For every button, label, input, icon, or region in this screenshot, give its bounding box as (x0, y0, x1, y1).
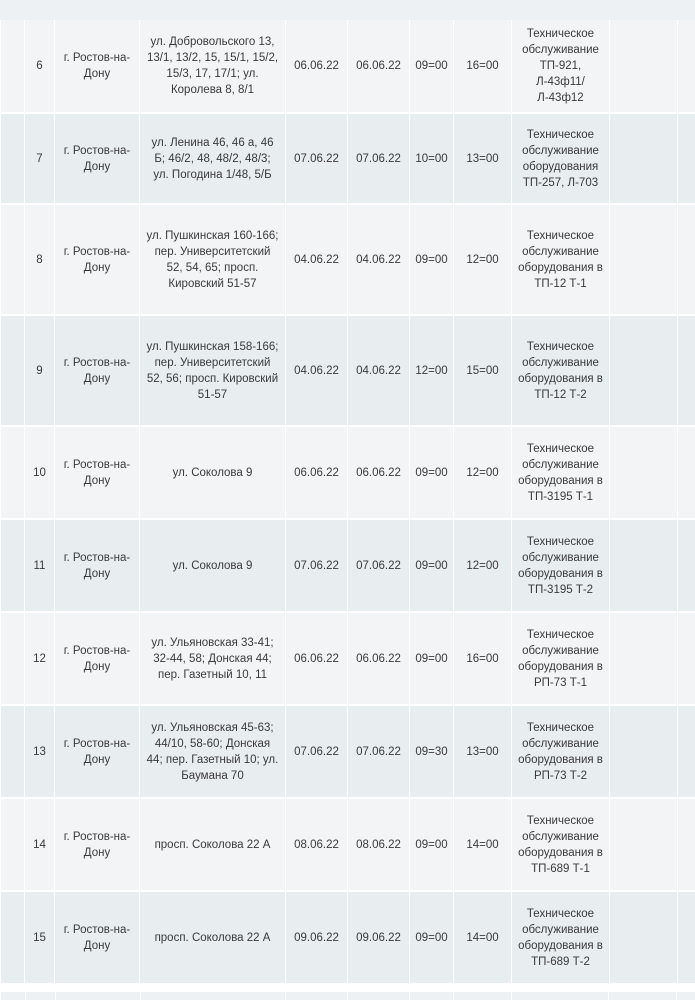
time-start-cell: 09=00 (410, 798, 454, 891)
time-start-cell: 09=30 (410, 705, 454, 798)
city-cell: г. Ростов-на-Дону (55, 891, 140, 984)
row-number: 6 (25, 20, 55, 113)
time-start-cell: 09=00 (410, 426, 454, 519)
row-number: 7 (25, 113, 55, 204)
address-cell: ул. Ленина 46, 46 а, 46 Б; 46/2, 48, 48/2, 48/3; ул. Погодина 1/48, 5/Б (140, 113, 286, 204)
empty-cell (610, 426, 678, 519)
edge-cell (1, 891, 25, 984)
date-end-cell: 06.06.22 (348, 20, 410, 113)
table-row (1, 519, 695, 612)
time-start-cell: 09=00 (410, 612, 454, 705)
date-end-cell: 06.06.22 (348, 426, 410, 519)
date-end-cell: 07.06.22 (348, 519, 410, 612)
date-end-cell: 04.06.22 (348, 315, 410, 426)
edge-cell (1, 426, 25, 519)
date-end-cell: 06.06.22 (348, 612, 410, 705)
empty-cell (610, 705, 678, 798)
edge-cell (678, 891, 695, 984)
table-row (1, 612, 695, 705)
empty-cell (610, 891, 678, 984)
address-cell: просп. Соколова 22 А (140, 798, 286, 891)
row-number: 10 (25, 426, 55, 519)
table-row (1, 315, 695, 426)
date-start-cell: 06.06.22 (286, 426, 348, 519)
address-cell: ул. Ульяновская 33-41; 32-44, 58; Донская 44; пер. Газетный 10, 11 (140, 612, 286, 705)
time-start-cell: 12=00 (410, 315, 454, 426)
date-end-cell: 08.06.22 (348, 798, 410, 891)
work-description-cell: Техническое обслуживание оборудования в ТП-689 Т-2 (512, 891, 610, 984)
time-end-cell: 14=00 (454, 798, 512, 891)
table-row (1, 20, 695, 113)
edge-cell (1, 612, 25, 705)
date-start-cell: 07.06.22 (286, 113, 348, 204)
work-description-cell: Техническое обслуживание оборудования в ТП-689 Т-1 (512, 798, 610, 891)
edge-cell (1, 705, 25, 798)
city-cell: г. Ростов-на-Дону (55, 20, 140, 113)
address-cell: просп. Соколова 22 А (140, 891, 286, 984)
work-description-cell: Техническое обслуживание оборудования ТП-257, Л-703 (512, 113, 610, 204)
time-start-cell: 09=00 (410, 204, 454, 315)
next-row-edge (0, 992, 695, 1000)
edge-cell (678, 519, 695, 612)
time-end-cell: 12=00 (454, 204, 512, 315)
address-cell: ул. Пушкинская 158-166; пер. Университетский 52, 56; просп. Кировский 51-57 (140, 315, 286, 426)
outage-schedule-table-wrap (0, 20, 695, 985)
time-end-cell: 15=00 (454, 315, 512, 426)
edge-cell (1, 519, 25, 612)
date-start-cell: 06.06.22 (286, 612, 348, 705)
table-row (1, 891, 695, 984)
table-row (1, 204, 695, 315)
city-cell: г. Ростов-на-Дону (55, 798, 140, 891)
table-row (1, 705, 695, 798)
time-start-cell: 09=00 (410, 20, 454, 113)
date-start-cell: 08.06.22 (286, 798, 348, 891)
work-description-cell: Техническое обслуживание оборудования в ТП-12 Т-1 (512, 204, 610, 315)
time-start-cell: 10=00 (410, 113, 454, 204)
empty-cell (610, 315, 678, 426)
previous-row-edge (0, 0, 695, 21)
edge-cell (678, 798, 695, 891)
edge-cell (678, 113, 695, 204)
city-cell: г. Ростов-на-Дону (55, 113, 140, 204)
date-start-cell: 09.06.22 (286, 891, 348, 984)
date-end-cell: 07.06.22 (348, 113, 410, 204)
time-end-cell: 16=00 (454, 20, 512, 113)
edge-cell (678, 20, 695, 113)
work-description-cell: Техническое обслуживание оборудования в ТП-3195 Т-1 (512, 426, 610, 519)
date-start-cell: 04.06.22 (286, 204, 348, 315)
date-start-cell: 07.06.22 (286, 519, 348, 612)
time-end-cell: 13=00 (454, 705, 512, 798)
row-number: 12 (25, 612, 55, 705)
edge-cell (678, 612, 695, 705)
row-number: 11 (25, 519, 55, 612)
edge-cell (1, 20, 25, 113)
empty-cell (610, 113, 678, 204)
work-description-cell: Техническое обслуживание оборудования в ТП-12 Т-2 (512, 315, 610, 426)
address-cell: ул. Пушкинская 160-166; пер. Университетский 52, 54, 65; просп. Кировский 51-57 (140, 204, 286, 315)
edge-cell (678, 705, 695, 798)
row-number: 15 (25, 891, 55, 984)
date-start-cell: 06.06.22 (286, 20, 348, 113)
edge-cell (1, 204, 25, 315)
time-start-cell: 09=00 (410, 519, 454, 612)
empty-cell (610, 204, 678, 315)
date-end-cell: 07.06.22 (348, 705, 410, 798)
row-number: 13 (25, 705, 55, 798)
time-start-cell: 09=00 (410, 891, 454, 984)
city-cell: г. Ростов-на-Дону (55, 612, 140, 705)
work-description-cell: Техническое обслуживание оборудования в РП-73 Т-1 (512, 612, 610, 705)
empty-cell (610, 612, 678, 705)
time-end-cell: 14=00 (454, 891, 512, 984)
time-end-cell: 13=00 (454, 113, 512, 204)
table-row (1, 113, 695, 204)
city-cell: г. Ростов-на-Дону (55, 519, 140, 612)
row-number: 14 (25, 798, 55, 891)
edge-cell (1, 113, 25, 204)
date-end-cell: 09.06.22 (348, 891, 410, 984)
time-end-cell: 16=00 (454, 612, 512, 705)
empty-cell (610, 798, 678, 891)
city-cell: г. Ростов-на-Дону (55, 204, 140, 315)
address-cell: ул. Соколова 9 (140, 426, 286, 519)
work-description-cell: Техническое обслуживание оборудования в РП-73 Т-2 (512, 705, 610, 798)
work-description-cell: Техническое обслуживание ТП-921, Л-43ф11/ Л-43ф12 (512, 20, 610, 113)
empty-cell (610, 20, 678, 113)
row-number: 8 (25, 204, 55, 315)
edge-cell (1, 315, 25, 426)
edge-cell (678, 204, 695, 315)
work-description-cell: Техническое обслуживание оборудования в ТП-3195 Т-2 (512, 519, 610, 612)
edge-cell (678, 315, 695, 426)
city-cell: г. Ростов-на-Дону (55, 426, 140, 519)
address-cell: ул. Добровольского 13, 13/1, 13/2, 15, 15/1, 15/2, 15/3, 17, 17/1; ул. Королева 8, 8/1 (140, 20, 286, 113)
address-cell: ул. Ульяновская 45-63; 44/10, 58-60; Донская 44; пер. Газетный 10; ул. Баумана 70 (140, 705, 286, 798)
table-row (1, 798, 695, 891)
outage-schedule-table (0, 20, 695, 985)
date-end-cell: 04.06.22 (348, 204, 410, 315)
edge-cell (1, 798, 25, 891)
date-start-cell: 04.06.22 (286, 315, 348, 426)
address-cell: ул. Соколова 9 (140, 519, 286, 612)
row-number: 9 (25, 315, 55, 426)
time-end-cell: 12=00 (454, 519, 512, 612)
time-end-cell: 12=00 (454, 426, 512, 519)
edge-cell (678, 426, 695, 519)
city-cell: г. Ростов-на-Дону (55, 705, 140, 798)
date-start-cell: 07.06.22 (286, 705, 348, 798)
empty-cell (610, 519, 678, 612)
table-row (1, 426, 695, 519)
city-cell: г. Ростов-на-Дону (55, 315, 140, 426)
